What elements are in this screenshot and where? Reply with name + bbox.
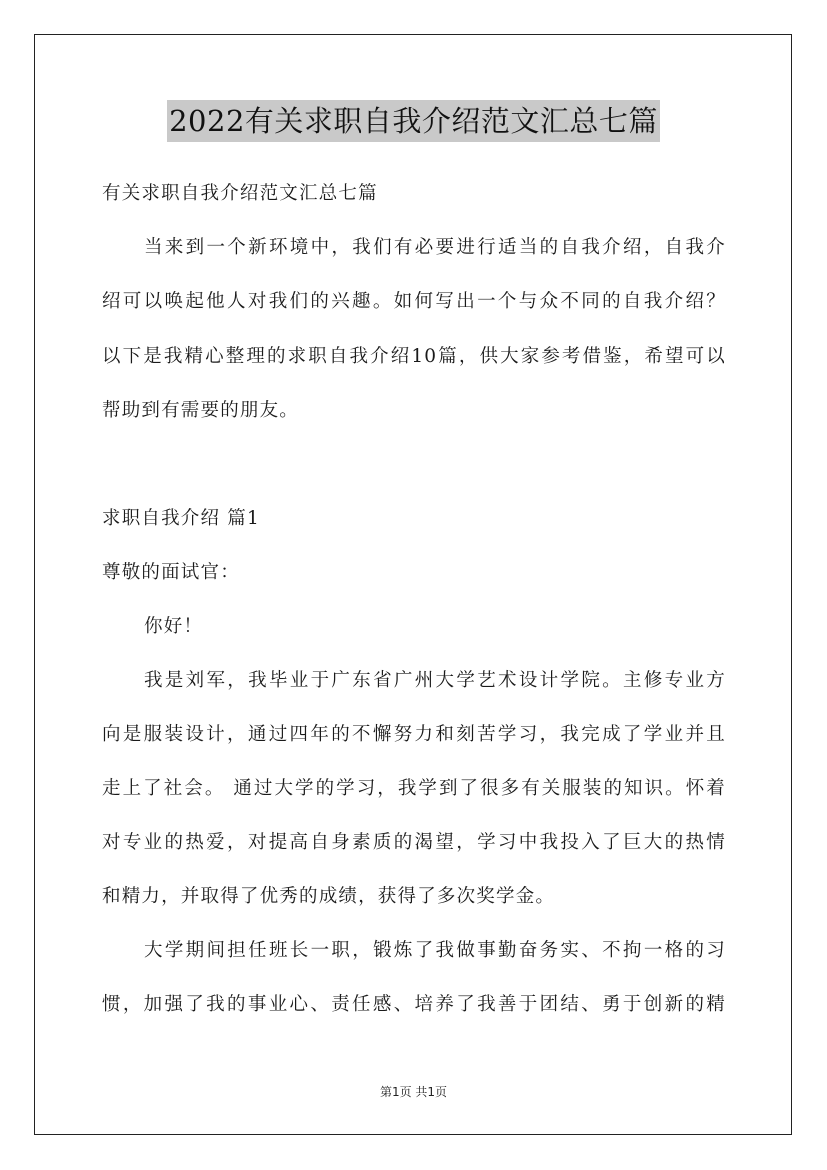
- intro-line: 以下是我精心整理的求职自我介绍10篇，供大家参考借鉴，希望可以: [102, 346, 726, 367]
- paragraph-line: 我是刘军，我毕业于广东省广州大学艺术设计学院。主修专业方: [144, 670, 726, 691]
- paragraph-line: 走上了社会。 通过大学的学习，我学到了很多有关服装的知识。怀着: [102, 778, 726, 799]
- greeting: 你好！: [144, 616, 204, 637]
- title-container: [0, 100, 827, 142]
- document-subtitle: 有关求职自我介绍范文汇总七篇: [102, 183, 378, 204]
- salutation: 尊敬的面试官：: [102, 562, 240, 583]
- paragraph-line: 对专业的热爱，对提高自身素质的渴望，学习中我投入了巨大的热情: [102, 832, 726, 853]
- intro-line: 绍可以唤起他人对我们的兴趣。如何写出一个与众不同的自我介绍？: [102, 291, 726, 312]
- document-title: 2022有关求职自我介绍范文汇总七篇: [167, 100, 660, 142]
- paragraph-line: 惯，加强了我的事业心、责任感、培养了我善于团结、勇于创新的精: [102, 994, 726, 1015]
- intro-line: 帮助到有需要的朋友。: [102, 400, 300, 421]
- page-number-footer: 第1页 共1页: [379, 1085, 448, 1099]
- paragraph-line: 大学期间担任班长一职，锻炼了我做事勤奋务实、不拘一格的习: [144, 940, 726, 961]
- paragraph-line: 和精力，并取得了优秀的成绩，获得了多次奖学金。: [102, 886, 556, 907]
- intro-line: 当来到一个新环境中，我们有必要进行适当的自我介绍，自我介: [144, 237, 726, 258]
- section-heading: 求职自我介绍 篇1: [102, 508, 260, 529]
- paragraph-line: 向是服装设计，通过四年的不懈努力和刻苦学习，我完成了学业并且: [102, 724, 726, 745]
